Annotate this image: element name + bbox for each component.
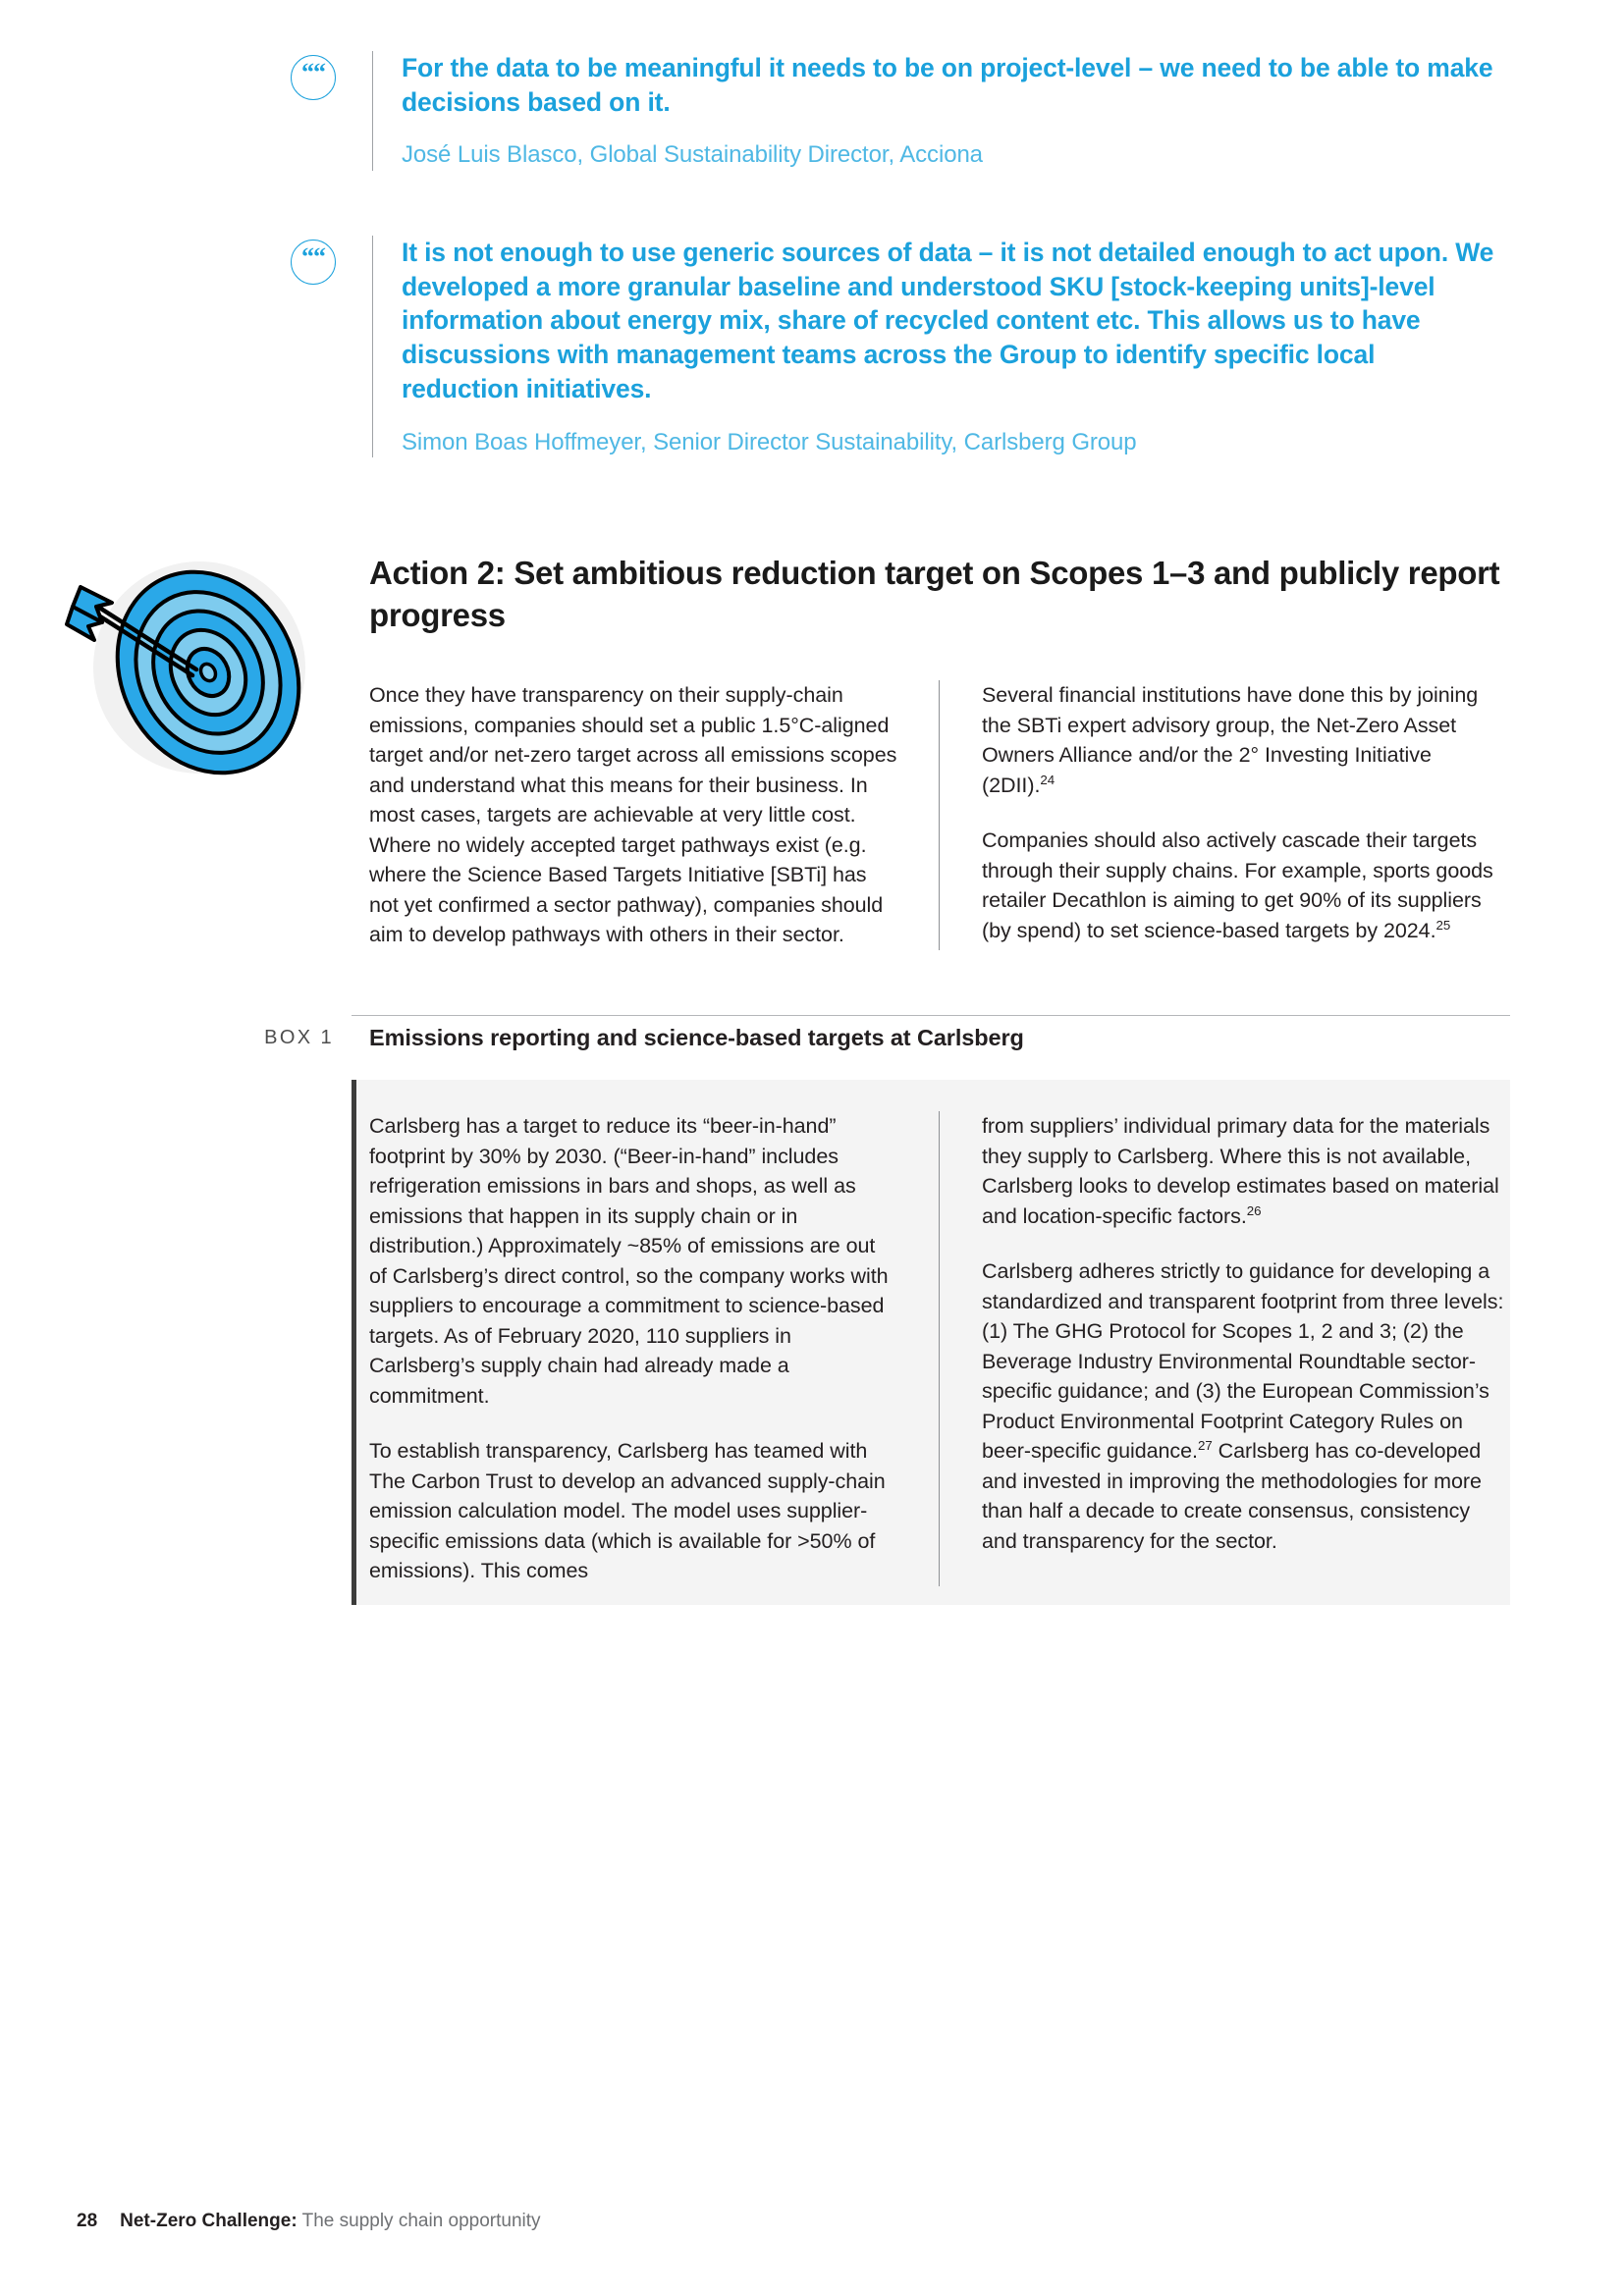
pull-quote-2-text: It is not enough to use generic sources of data – it is not detailed enough to act upon. We developed a more granular baseline and understood SKU [stock-keeping units]-level information about energy mix, share of recycled content etc. This allows us to have discussions with management teams across the Group to identify specific local reduction initiatives. bbox=[402, 238, 1494, 403]
box-right-column bbox=[939, 1111, 1508, 1586]
paragraph: Carlsberg has a target to reduce its “beer-in-hand” footprint by 30% by 2030. (“Beer-in-hand” includes refrigeration emissions in bars and shops, as well as emissions that happen in its supply chain or in distribution.) Approximately ~85% of emissions are out of Carlsberg’s direct control, so the company works with suppliers to encourage a commitment to science-based targets. As of February 2020, 110 suppliers in Carlsberg’s supply chain had already made a commitment. bbox=[369, 1114, 889, 1408]
pull-quote-2-body bbox=[372, 236, 1498, 457]
action-body-columns bbox=[369, 680, 1508, 950]
pull-quote-1-body bbox=[372, 51, 1498, 171]
pull-quote-2-attribution: Simon Boas Hoffmeyer, Senior Director Sustainability, Carlsberg Group bbox=[402, 428, 1137, 455]
pull-quote-1-attribution: José Luis Blasco, Global Sustainability Director, Acciona bbox=[402, 141, 983, 169]
paragraph bbox=[982, 680, 1508, 800]
paragraph-text: Several financial institutions have done this by joining the SBTi expert advisory group, the Net-Zero Asset Owners Alliance and/or the 2° Investing Initiative (2DII). bbox=[982, 683, 1479, 797]
quotation-mark-glyph: ““ bbox=[301, 58, 325, 86]
page-number: 28 bbox=[77, 2211, 98, 2231]
paragraph-text-continued: Carlsberg has co-developed and invested in improving the methodologies for more than half a decade to create consensus, consistency and transparency for the sector. bbox=[982, 1439, 1482, 1553]
paragraph-text: Carlsberg adheres strictly to guidance for developing a standardized and transparent footprint from three levels: (1) The GHG Protocol for Scopes 1, 2 and 3; (2) the Beverage Industry Environmental Roundtable sector-specific guidance; and (3) the European Commission’s Product Environmental Footprint Category Rules on beer-specific guidance. bbox=[982, 1259, 1504, 1464]
quotation-mark-glyph: ““ bbox=[301, 242, 325, 271]
action-heading: Action 2: Set ambitious reduction target on Scopes 1–3 and publicly report progress bbox=[369, 555, 1500, 634]
pull-quote-1 bbox=[291, 51, 1498, 171]
box-heading: Emissions reporting and science-based targets at Carlsberg bbox=[369, 1025, 1024, 1050]
footnote-marker: 26 bbox=[1246, 1202, 1262, 1218]
action-body-right-column bbox=[939, 680, 1508, 950]
paragraph-text: Companies should also actively cascade their targets through their supply chains. For example, sports goods retailer Decathlon is aiming to get 90% of its suppliers (by spend) to set science-based targets by 2024. bbox=[982, 828, 1493, 942]
paragraph bbox=[982, 826, 1508, 945]
footer-title-light: The supply chain opportunity bbox=[297, 2211, 541, 2231]
page-footer bbox=[77, 2211, 541, 2232]
box-label: BOX 1 bbox=[264, 1027, 334, 1048]
quotation-mark-icon bbox=[291, 240, 336, 285]
quotation-mark-icon bbox=[291, 55, 336, 100]
box-body-columns bbox=[369, 1111, 1508, 1586]
footnote-marker: 24 bbox=[1040, 772, 1056, 787]
paragraph-text: from suppliers’ individual primary data for the materials they supply to Carlsberg. Where this is not available, Carlsberg looks to develop estimates based on material and location-specific factors. bbox=[982, 1114, 1499, 1228]
box-left-column bbox=[369, 1111, 939, 1586]
footnote-marker: 25 bbox=[1435, 917, 1451, 933]
paragraph bbox=[982, 1111, 1508, 1231]
footer-title-bold: Net-Zero Challenge: bbox=[120, 2211, 298, 2231]
footnote-marker: 27 bbox=[1197, 1438, 1213, 1453]
pull-quote-2 bbox=[291, 236, 1498, 457]
action-body-left-column bbox=[369, 680, 939, 950]
target-with-arrow-illustration bbox=[59, 542, 334, 792]
pull-quote-1-text: For the data to be meaningful it needs to be on project-level – we need to be able to make decisions based on it. bbox=[402, 53, 1493, 117]
box-top-rule bbox=[352, 1015, 1510, 1016]
paragraph: To establish transparency, Carlsberg has teamed with The Carbon Trust to develop an advanced supply-chain emission calculation model. The model uses supplier-specific emissions data (which is available for >50% of emissions). This comes bbox=[369, 1439, 886, 1583]
paragraph: Once they have transparency on their supply-chain emissions, companies should set a public 1.5°C-aligned target and/or net-zero target across all emissions scopes and understand what this means for their business. In most cases, targets are achievable at very little cost. Where no widely accepted target pathways exist (e.g. where the Science Based Targets Initiative [SBTi] has not yet confirmed a sector pathway), companies should aim to develop pathways with others in their sector. bbox=[369, 683, 897, 947]
paragraph bbox=[982, 1256, 1508, 1556]
